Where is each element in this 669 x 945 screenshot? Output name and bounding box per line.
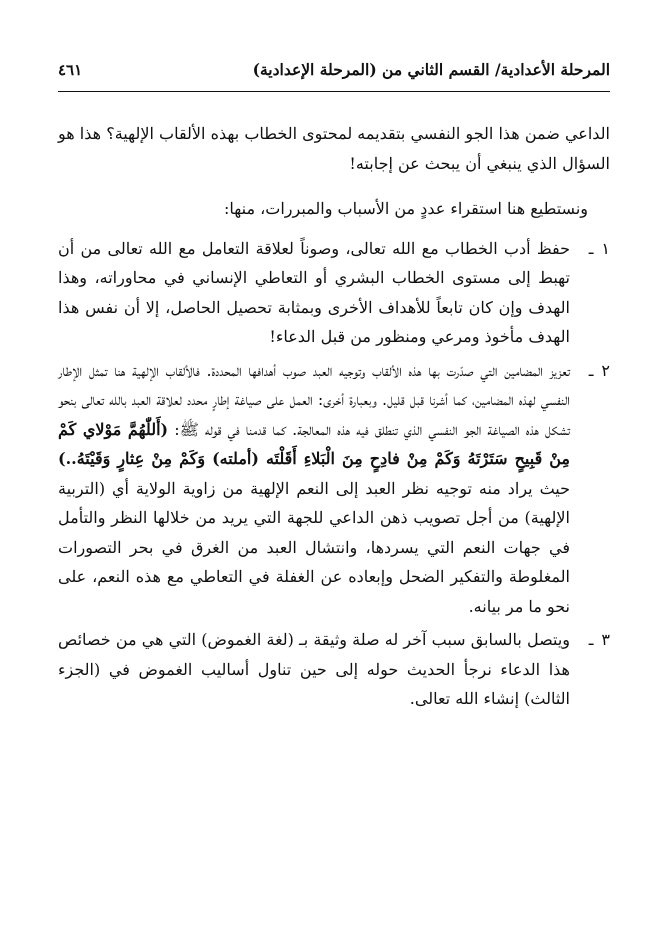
supplication-quote: (أَللّٰهُمَّ مَوْلاي كَمْ مِنْ قَبِيحٍ سَتَرْتَهُ وَكَمْ مِنْ فادِحٍ مِنَ الْبَلاءِ أَقَلْتَه (أملته) وَكَمْ مِنْ عِثارٍ وَقَيْتَهُ..) [58,419,570,468]
list-item-number: ١ـ [588,238,610,258]
list-item [58,234,610,352]
list-item-text: ويتصل بالسابق سبب آخر له صلة وثيقة بـ (لغة الغموض) التي هي من خصائص هذا الدعاء نرجأ الحديث حوله إلى حين تناول أساليب الغموض في (الجزء الثالث) إنشاء الله تعالى. [58,630,570,708]
list-item [58,625,610,714]
page-number: ٤٦١ [58,61,83,79]
reasons-list [58,234,610,714]
list-intro: ونستطيع هنا استقراء عددٍ من الأسباب والمبررات، منها: [223,199,588,218]
body-text [58,119,610,714]
book-page [58,60,610,718]
list-item-number: ٣ـ [588,630,610,649]
list-item-text: تعزيز المضامين التي صدّرت بها هذه الألقاب وتوجيه العبد صوب أهدافها المحددة. فالألقاب الإلهية هنا تمثل الإطار النفسي لهذه المضامين، كما أشرنا قبل قليل. وبعبارة أخرى: العمل على صياغة إطارٍ محدد لعلاقة العبد بالله تعالى بنحو تشكل هذه الصياغة الجو النفسي الذي تنطلق فيه هذه المعالجة. كما قدمنا في قوله ﷺ: (أَللّٰهُمَّ مَوْلاي كَمْ مِنْ قَبِيحٍ سَتَرْتَهُ وَكَمْ مِنْ فادِحٍ مِنَ الْبَلاءِ أَقَلْتَه (أملته) وَكَمْ مِنْ عِثارٍ وَقَيْتَهُ..) حيث يراد منه توجيه نظر العبد إلى النعم الإلهية من زاوية الولاية أي (التربية الإلهية) من أجل تصويب ذهن الداعي للجهة التي يريد من خلالها النظر والتأمل في جهات النعم التي يسردها، وانتشال العبد من الغرق في بحر التصورات المغلوطة والتفكير الضحل وإبعاده عن الغفلة في التعاطي مع هذه النعم، على نحو ما مر بيانه. [58,360,570,616]
list-item-text: حفظ أدب الخطاب مع الله تعالى، وصوناً لعلاقة التعامل مع الله تعالى من أن تهبط إلى مستوى الخطاب البشري أو التعاطي الإنساني في محاوراته، وهذا الهدف وإن كان تابعاً للأهداف الأخرى وبمثابة تحصيل الحاصل، إلا أن نفس هذا الهدف مأخوذ ومرعي ومنظور من قبل الدعاء! [58,238,570,346]
list-item-number: ٢ـ [588,360,610,380]
running-header [58,60,610,92]
list-item [58,356,610,622]
running-title: المرحلة الأعدادية/ القسم الثاني من (المرحلة الإعدادية) [252,60,610,79]
intro-paragraph: الداعي ضمن هذا الجو النفسي بتقديمه لمحتوى الخطاب بهذه الألقاب الإلهية؟ هذا هو السؤال الذي ينبغي أن يبحث عن إجابته! [58,124,610,173]
